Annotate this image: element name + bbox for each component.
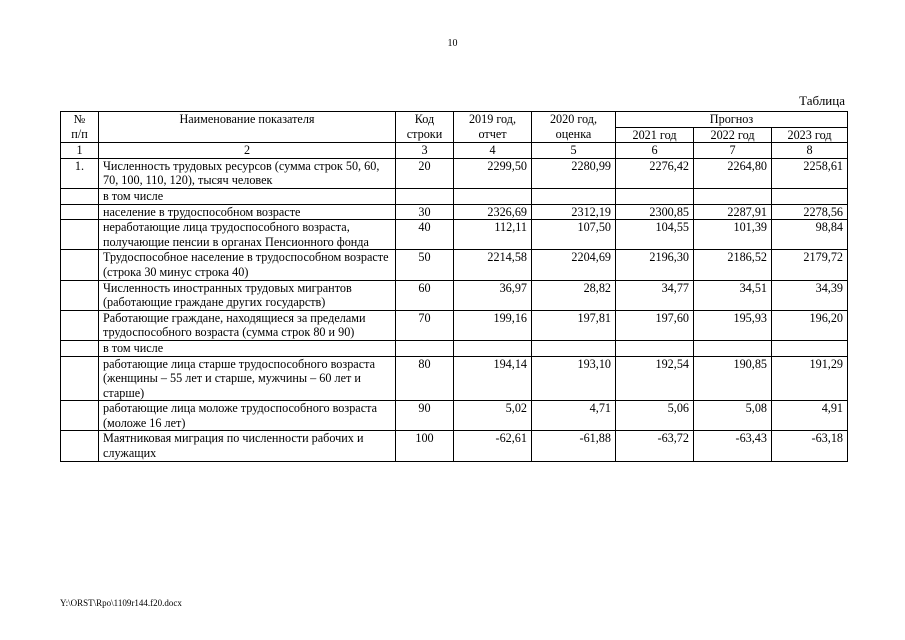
- table-row: [61, 158, 848, 188]
- cell-y2022: 2186,52: [694, 250, 772, 280]
- table-row: [61, 431, 848, 461]
- header-2020: 2020 год, оценка: [532, 112, 616, 143]
- cell-y2019: -62,61: [454, 431, 532, 461]
- cell-code: [396, 340, 454, 356]
- cell-y2020: [532, 188, 616, 204]
- cell-y2020: 107,50: [532, 220, 616, 250]
- cell-y2023: [772, 188, 848, 204]
- table-row: [61, 250, 848, 280]
- cell-name: Маятниковая миграция по численности рабочих и служащих: [99, 431, 396, 461]
- cell-y2020: 197,81: [532, 310, 616, 340]
- cell-name: в том числе: [99, 340, 396, 356]
- table-row: [61, 356, 848, 401]
- cell-y2019: 2326,69: [454, 204, 532, 220]
- cell-name: работающие лица старше трудоспособного возраста (женщины – 55 лет и старше, мужчины – 60 лет и старше): [99, 356, 396, 401]
- cell-num: [61, 204, 99, 220]
- cell-y2023: [772, 340, 848, 356]
- cell-y2023: 196,20: [772, 310, 848, 340]
- table-row: [61, 280, 848, 310]
- cell-code: 30: [396, 204, 454, 220]
- cell-y2022: 5,08: [694, 401, 772, 431]
- cell-y2023: 34,39: [772, 280, 848, 310]
- cell-y2020: 28,82: [532, 280, 616, 310]
- cell-code: [396, 188, 454, 204]
- cell-y2019: 194,14: [454, 356, 532, 401]
- cell-y2022: [694, 188, 772, 204]
- cell-y2021: 2300,85: [616, 204, 694, 220]
- cell-y2023: 2179,72: [772, 250, 848, 280]
- col-number: 2: [99, 143, 396, 159]
- cell-name: Численность трудовых ресурсов (сумма строк 50, 60, 70, 100, 110, 120), тысяч человек: [99, 158, 396, 188]
- table-row: [61, 220, 848, 250]
- cell-name: население в трудоспособном возрасте: [99, 204, 396, 220]
- cell-y2023: 2278,56: [772, 204, 848, 220]
- file-path-footer: Y:\ORST\Rpo\1109r144.f20.docx: [60, 598, 182, 608]
- cell-y2020: 193,10: [532, 356, 616, 401]
- header-2019: 2019 год, отчет: [454, 112, 532, 143]
- cell-code: 90: [396, 401, 454, 431]
- cell-y2019: 36,97: [454, 280, 532, 310]
- cell-y2021: 34,77: [616, 280, 694, 310]
- cell-y2019: 5,02: [454, 401, 532, 431]
- cell-num: [61, 250, 99, 280]
- col-number: 5: [532, 143, 616, 159]
- cell-y2019: 2214,58: [454, 250, 532, 280]
- header-name: Наименование показателя: [99, 112, 396, 143]
- cell-y2023: 2258,61: [772, 158, 848, 188]
- cell-y2021: 2276,42: [616, 158, 694, 188]
- header-2023: 2023 год: [772, 127, 848, 143]
- cell-num: 1.: [61, 158, 99, 188]
- table-row: [61, 310, 848, 340]
- cell-y2020: 2312,19: [532, 204, 616, 220]
- cell-y2022: [694, 340, 772, 356]
- cell-y2020: [532, 340, 616, 356]
- header-code: Код строки: [396, 112, 454, 143]
- cell-num: [61, 220, 99, 250]
- cell-num: [61, 431, 99, 461]
- page-number: 10: [447, 38, 458, 49]
- cell-name: в том числе: [99, 188, 396, 204]
- col-number: 6: [616, 143, 694, 159]
- cell-y2023: 4,91: [772, 401, 848, 431]
- col-number: 8: [772, 143, 848, 159]
- cell-y2022: 2287,91: [694, 204, 772, 220]
- cell-num: [61, 310, 99, 340]
- cell-code: 100: [396, 431, 454, 461]
- cell-y2019: 199,16: [454, 310, 532, 340]
- cell-num: [61, 280, 99, 310]
- cell-y2020: 2280,99: [532, 158, 616, 188]
- cell-name: работающие лица моложе трудоспособного возраста (моложе 16 лет): [99, 401, 396, 431]
- cell-y2021: [616, 188, 694, 204]
- header-2021: 2021 год: [616, 127, 694, 143]
- cell-y2022: 195,93: [694, 310, 772, 340]
- cell-name: Численность иностранных трудовых мигрантов (работающие граждане других государств): [99, 280, 396, 310]
- column-numbers-row: [61, 143, 848, 159]
- cell-code: 40: [396, 220, 454, 250]
- cell-y2022: 190,85: [694, 356, 772, 401]
- cell-y2019: [454, 340, 532, 356]
- cell-y2022: -63,43: [694, 431, 772, 461]
- cell-y2022: 34,51: [694, 280, 772, 310]
- cell-y2019: 2299,50: [454, 158, 532, 188]
- cell-code: 80: [396, 356, 454, 401]
- header-num: № п/п: [61, 112, 99, 143]
- cell-y2021: -63,72: [616, 431, 694, 461]
- cell-code: 20: [396, 158, 454, 188]
- cell-y2022: 2264,80: [694, 158, 772, 188]
- header-2022: 2022 год: [694, 127, 772, 143]
- cell-y2019: [454, 188, 532, 204]
- cell-y2021: 2196,30: [616, 250, 694, 280]
- cell-num: [61, 356, 99, 401]
- cell-y2019: 112,11: [454, 220, 532, 250]
- table-row: [61, 340, 848, 356]
- cell-name: Работающие граждане, находящиеся за пределами трудоспособного возраста (сумма строк 80 и 90): [99, 310, 396, 340]
- cell-num: [61, 401, 99, 431]
- col-number: 3: [396, 143, 454, 159]
- cell-y2023: 98,84: [772, 220, 848, 250]
- cell-name: Трудоспособное население в трудоспособном возрасте (строка 30 минус строка 40): [99, 250, 396, 280]
- cell-y2020: 2204,69: [532, 250, 616, 280]
- cell-y2021: 5,06: [616, 401, 694, 431]
- table-row: [61, 188, 848, 204]
- cell-y2023: -63,18: [772, 431, 848, 461]
- cell-y2022: 101,39: [694, 220, 772, 250]
- cell-code: 60: [396, 280, 454, 310]
- cell-code: 70: [396, 310, 454, 340]
- cell-y2023: 191,29: [772, 356, 848, 401]
- cell-y2021: 104,55: [616, 220, 694, 250]
- cell-y2021: [616, 340, 694, 356]
- table-label: Таблица: [799, 93, 845, 108]
- col-number: 4: [454, 143, 532, 159]
- cell-num: [61, 340, 99, 356]
- cell-y2020: 4,71: [532, 401, 616, 431]
- table-row: [61, 204, 848, 220]
- col-number: 7: [694, 143, 772, 159]
- indicators-table: [60, 111, 848, 462]
- cell-y2021: 197,60: [616, 310, 694, 340]
- col-number: 1: [61, 143, 99, 159]
- table-row: [61, 401, 848, 431]
- cell-y2020: -61,88: [532, 431, 616, 461]
- cell-num: [61, 188, 99, 204]
- header-forecast: Прогноз: [616, 112, 848, 128]
- cell-code: 50: [396, 250, 454, 280]
- cell-y2021: 192,54: [616, 356, 694, 401]
- cell-name: неработающие лица трудоспособного возраста, получающие пенсии в органах Пенсионного фонда: [99, 220, 396, 250]
